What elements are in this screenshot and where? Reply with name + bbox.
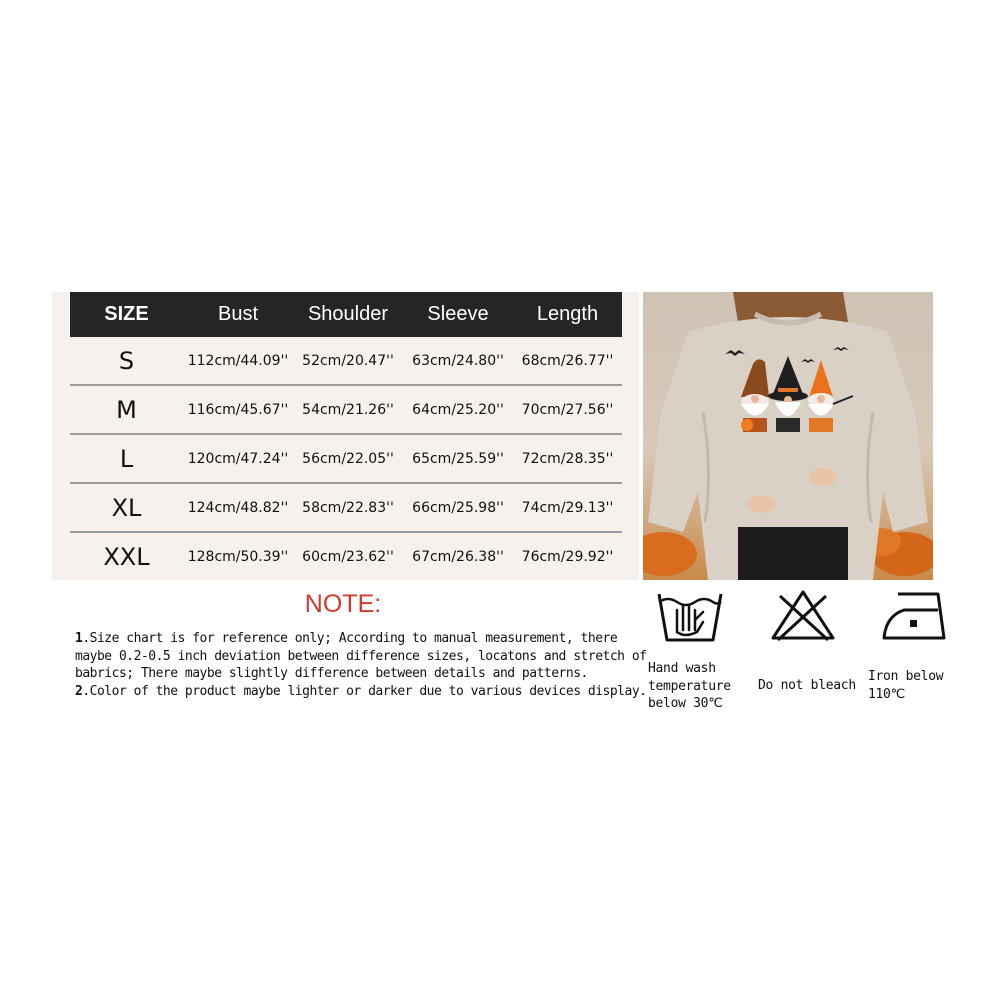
size-label: S [70, 337, 183, 385]
size-label: XXL [103, 542, 150, 571]
bust-cell: 116cm/45.67'' [183, 385, 293, 434]
size-chart-table [70, 292, 622, 580]
table-row [70, 337, 622, 385]
table-row [70, 385, 622, 434]
sleeve-cell: 65cm/25.59'' [403, 434, 513, 483]
note-title: NOTE: [304, 590, 382, 618]
header-size: SIZE [70, 292, 183, 337]
note-line: 2.Color of the product maybe lighter or darker due to various devices display. [75, 683, 647, 699]
header-sleeve: Sleeve [403, 292, 513, 337]
sleeve-cell: 63cm/24.80'' [403, 337, 513, 385]
iron-label: Iron below 110℃ [868, 669, 944, 702]
header-bust: Bust [183, 292, 293, 337]
size-label: M [70, 385, 183, 434]
length-cell: 68cm/26.77'' [513, 337, 622, 385]
sweatshirt-illustration [643, 292, 933, 580]
size-chart-header-row [70, 292, 622, 337]
no-bleach-label: Do not bleach [758, 678, 856, 693]
note-line: 1.Size chart is for reference only; According to manual measurement, there [75, 631, 618, 646]
iron-icon [880, 588, 950, 644]
note-body [75, 630, 647, 700]
table-row [70, 532, 622, 580]
hand-wash-label: Hand wash temperature below 30℃ [648, 661, 731, 711]
table-row [70, 434, 622, 483]
shoulder-cell: 60cm/23.62'' [302, 548, 394, 565]
table-row [70, 483, 622, 532]
note-line: maybe 0.2-0.5 inch deviation between difference sizes, locatons and stretch of [75, 648, 647, 664]
length-cell: 72cm/28.35'' [513, 434, 622, 483]
header-shoulder: Shoulder [293, 292, 403, 337]
no-bleach-icon [770, 588, 836, 642]
size-label: L [70, 434, 183, 483]
length-cell: 70cm/27.56'' [513, 385, 622, 434]
bust-cell: 124cm/48.82'' [183, 483, 293, 532]
sleeve-cell: 66cm/25.98'' [403, 483, 513, 532]
hand-wash-icon [655, 588, 725, 646]
bust-cell: 120cm/47.24'' [183, 434, 293, 483]
size-label: XL [70, 483, 183, 532]
shoulder-cell: 58cm/22.83'' [293, 483, 403, 532]
note-item-number: 2 [75, 683, 83, 699]
sleeve-cell: 64cm/25.20'' [403, 385, 513, 434]
length-cell: 74cm/29.13'' [513, 483, 622, 532]
header-length: Length [513, 292, 622, 337]
length-cell: 76cm/29.92'' [521, 548, 614, 565]
sleeve-cell: 67cm/26.38'' [412, 548, 504, 565]
shoulder-cell: 52cm/20.47'' [293, 337, 403, 385]
bust-cell: 112cm/44.09'' [183, 337, 293, 385]
shoulder-cell: 54cm/21.26'' [293, 385, 403, 434]
note-line: babrics; There maybe slightly difference between details and patterns. [75, 666, 588, 681]
note-item-number: 1 [75, 631, 83, 646]
product-photo [643, 292, 933, 580]
bust-cell: 128cm/50.39'' [187, 548, 289, 565]
shoulder-cell: 56cm/22.05'' [293, 434, 403, 483]
